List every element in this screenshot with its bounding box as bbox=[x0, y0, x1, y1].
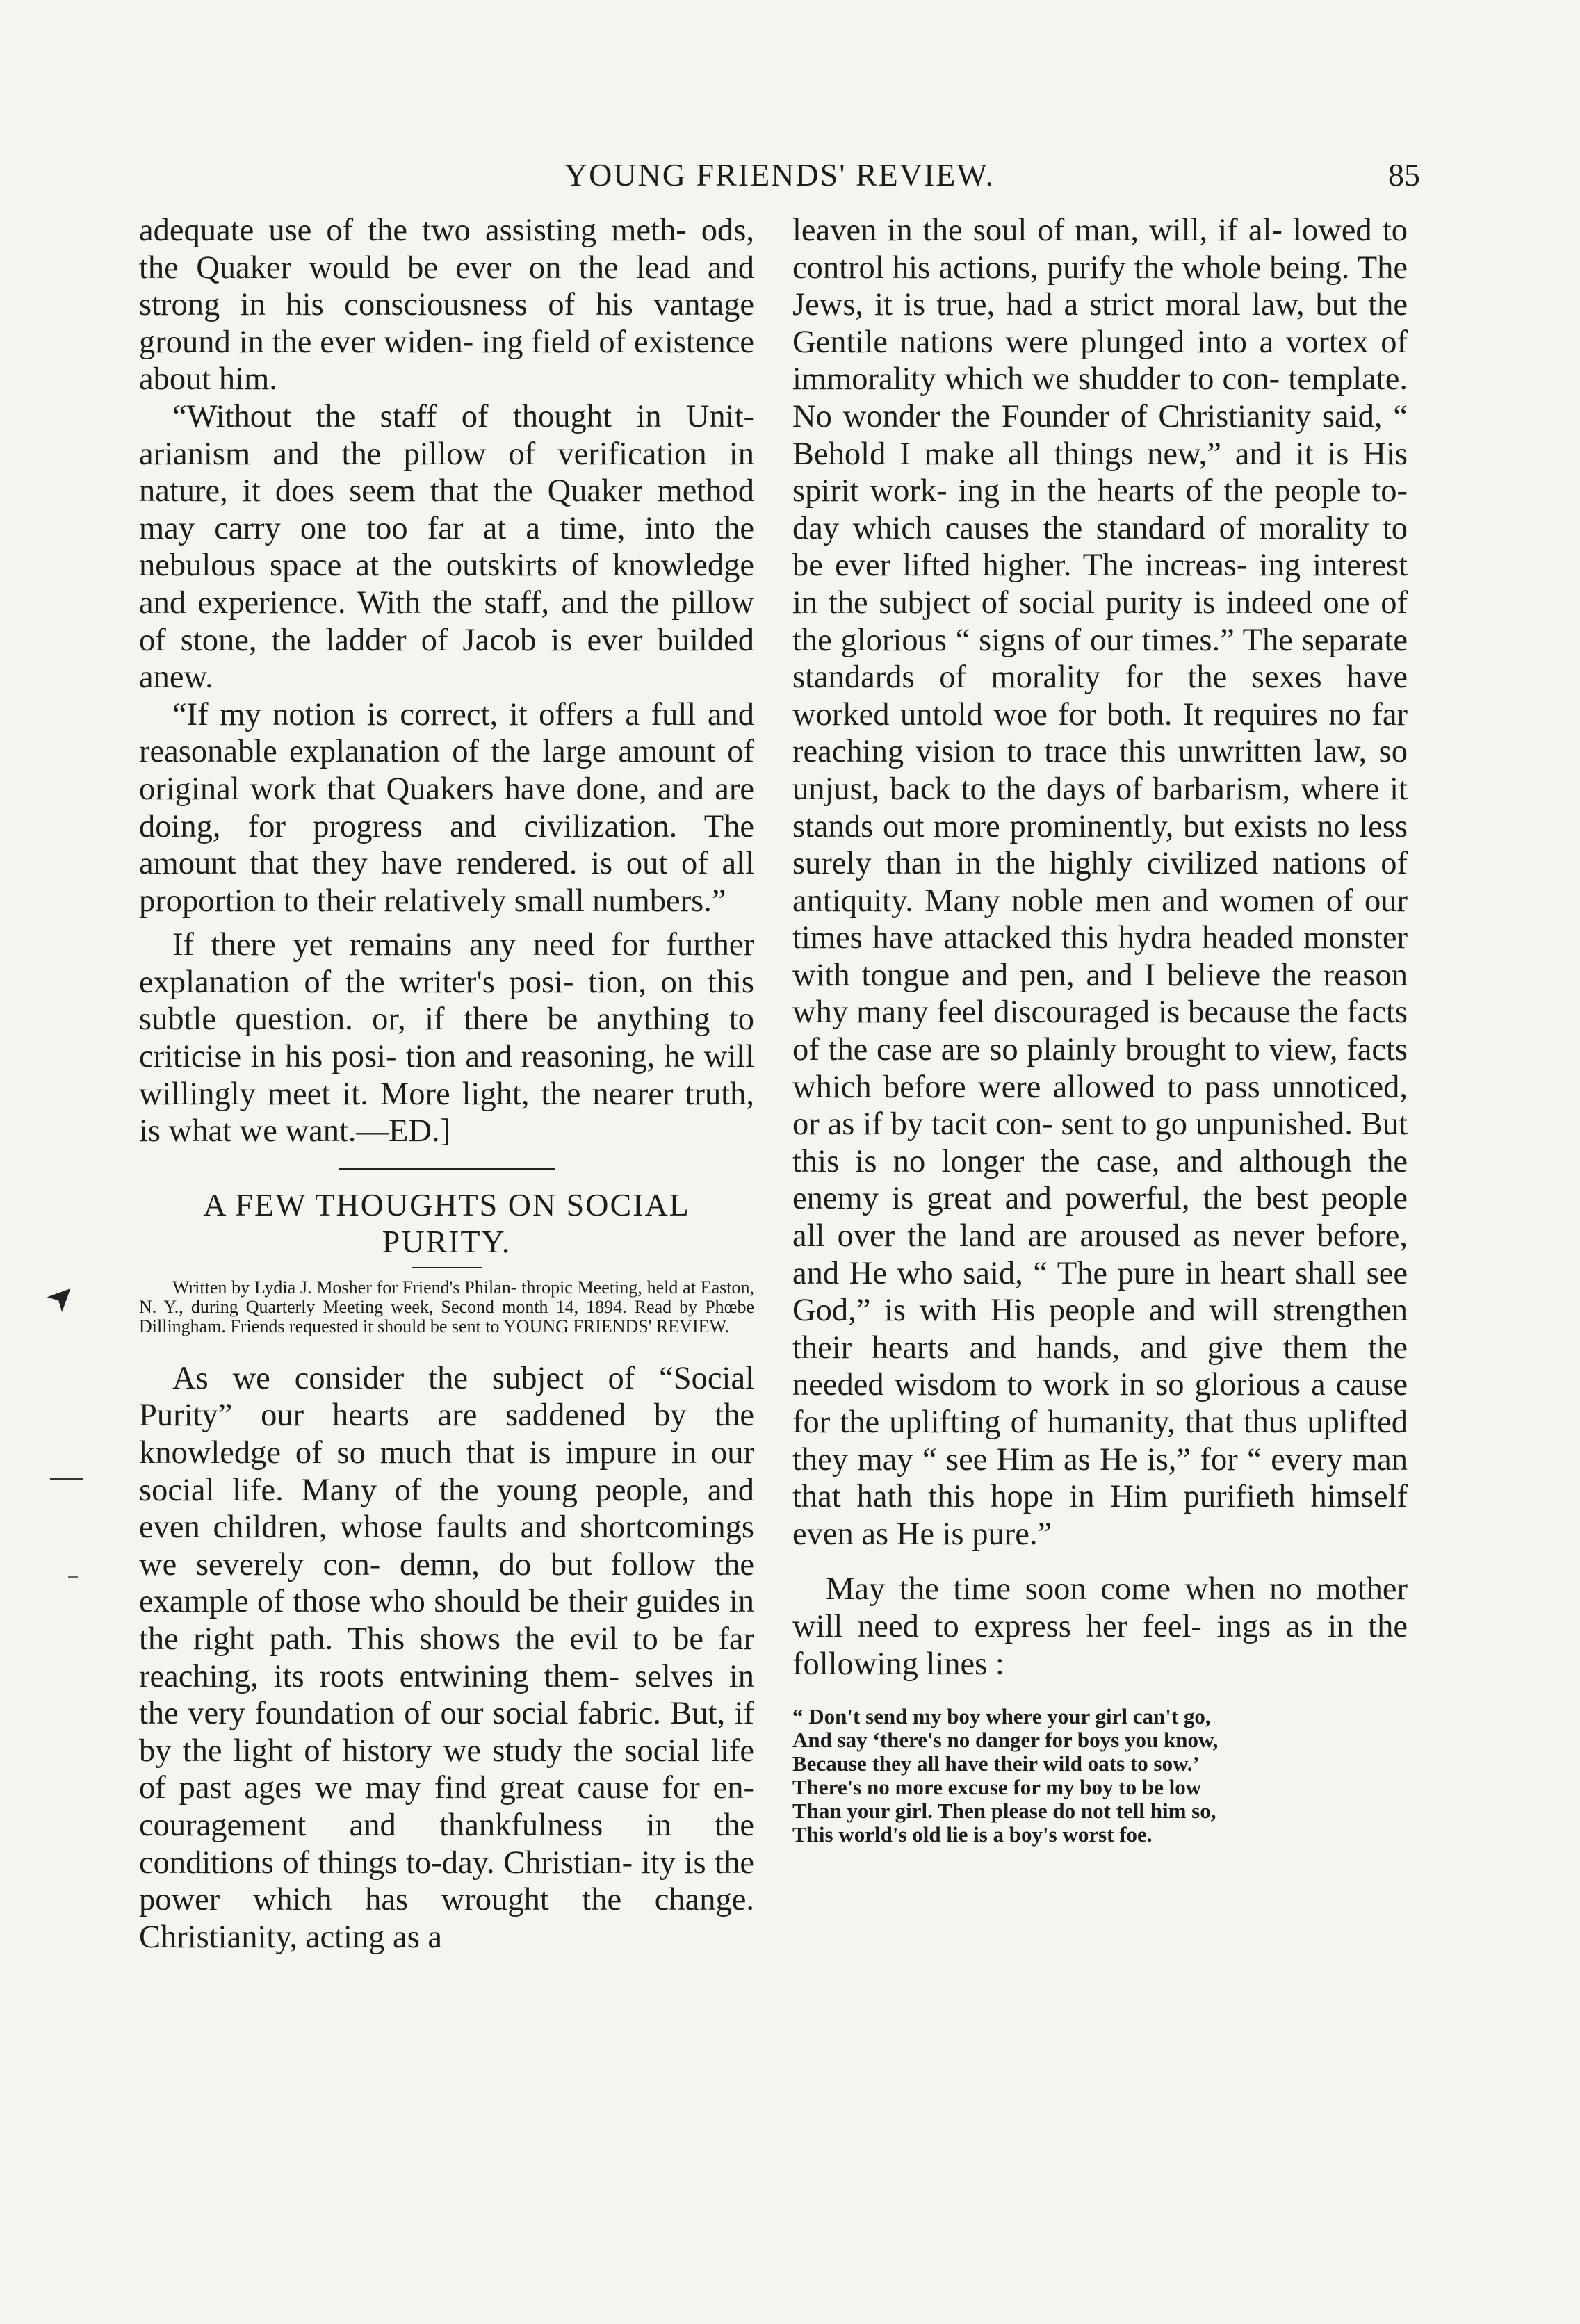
paragraph: “If my notion is correct, it offers a full and reasonable explanation of the large amount of original work that Quakers have done, and are doing, for progress and civilization. The amount that they have rendered. is out of all proportion to their relatively small numbers.” bbox=[139, 696, 754, 919]
paragraph: “Without the staff of thought in Unit- arianism and the pillow of verification in nature, it does seem that the Quaker method may carry one too far at a time, into the nebulous space at the outskirts of knowledge and experience. With the staff, and the pillow of stone, the ladder of Jacob is ever builded anew. bbox=[139, 398, 754, 696]
running-title: YOUNG FRIENDS' REVIEW. bbox=[564, 157, 995, 193]
title-divider bbox=[412, 1267, 482, 1268]
paragraph: adequate use of the two assisting meth- ods, the Quaker would be ever on the lead and strong in his consciousness of his vantage ground in the ever widen- ing field of existence about him. bbox=[139, 213, 754, 398]
poem-line: This world's old lie is a boy's worst foe. bbox=[792, 1822, 1153, 1847]
poem-line: Because they all have their wild oats to sow.’ bbox=[792, 1751, 1200, 1776]
paragraph: May the time soon come when no mother will need to express her feel- ings as in the following lines : bbox=[792, 1571, 1408, 1682]
page-number: 85 bbox=[1388, 157, 1420, 193]
right-column bbox=[792, 212, 1408, 1847]
poem-line: And say ‘there's no danger for boys you know, bbox=[792, 1728, 1219, 1753]
margin-arrow-mark: ➤ bbox=[38, 1274, 85, 1320]
poem bbox=[792, 1705, 1408, 1847]
article-title bbox=[139, 1186, 754, 1260]
article-title-line: PURITY. bbox=[382, 1223, 512, 1259]
margin-dash-mark bbox=[50, 1478, 83, 1480]
article-title-line: A FEW THOUGHTS ON SOCIAL bbox=[203, 1186, 690, 1222]
poem-line: There's no more excuse for my boy to be low bbox=[792, 1775, 1202, 1800]
section-divider bbox=[339, 1168, 555, 1170]
page-header bbox=[139, 156, 1420, 198]
margin-tick-mark bbox=[68, 1576, 78, 1578]
paragraph: If there yet remains any need for further explanation of the writer's posi- tion, on this subtle question. or, if there be anything to criticise in his posi- tion and reasoning, he will willingly meet it. More light, the nearer truth, is what we want.—ED.] bbox=[139, 927, 754, 1149]
left-column bbox=[139, 212, 754, 1956]
paragraph: leaven in the soul of man, will, if al- lowed to control his actions, purify the whole being. The Jews, it is true, had a strict moral law, but the Gentile nations were plunged into a vortex of immorality which we shudder to con- template. No wonder the Founder of Christianity said, “ Behold I make all things new,” and it is His spirit work- ing in the hearts of the people to-day which causes the standard of morality to be ever lifted higher. The increas- ing interest in the subject of social purity is indeed one of the glorious “ signs of our times.” The separate standards of morality for the sexes have worked untold woe for both. It requires no far reaching vision to trace this unwritten law, so unjust, back to the days of barbarism, where it stands out more prominently, but exists no less surely than in the highly civilized nations of antiquity. Many noble men and women of our times have attacked this hydra headed monster with tongue and pen, and I believe the reason why many feel discouraged is because the facts of the case are so plainly brought to view, facts which before were allowed to pass unnoticed, or as if by tacit con- sent to go unpunished. But this is no longer the case, and although the enemy is great and powerful, the best people all over the land are aroused as never before, and He who said, “ The pure in heart shall see God,” is with His people and will strengthen their hearts and hands, and give them the needed wisdom to work in so glorious a cause for the uplifting of humanity, that thus uplifted they may “ see Him as He is,” for “ every man that hath this hope in Him purifieth himself even as He is pure.” bbox=[792, 213, 1408, 1552]
paragraph: As we consider the subject of “Social Purity” our hearts are saddened by the knowledge of so much that is impure in our social life. Many of the young people, and even children, whose faults and shortcomings we severely con- demn, do but follow the example of those who should be their guides in the right path. This shows the evil to be far reaching, its roots entwining them- selves in the very foundation of our social fabric. But, if by the light of history we study the social life of past ages we may find great cause for en- couragement and thankfulness in the conditions of things to-day. Christian- ity is the power which has wrought the change. Christianity, acting as a bbox=[139, 1360, 754, 1955]
byline-note: Written by Lydia J. Mosher for Friend's Philan- thropic Meeting, held at Easton, N. Y., during Quarterly Meeting week, Second month 14, 1894. Read by Phœbe Dillingham. Friends requested it should be sent to YOUNG FRIENDS' REVIEW. bbox=[139, 1277, 754, 1336]
poem-line: Than your girl. Then please do not tell him so, bbox=[792, 1799, 1216, 1824]
poem-line: “ Don't send my boy where your girl can't go, bbox=[792, 1704, 1211, 1729]
